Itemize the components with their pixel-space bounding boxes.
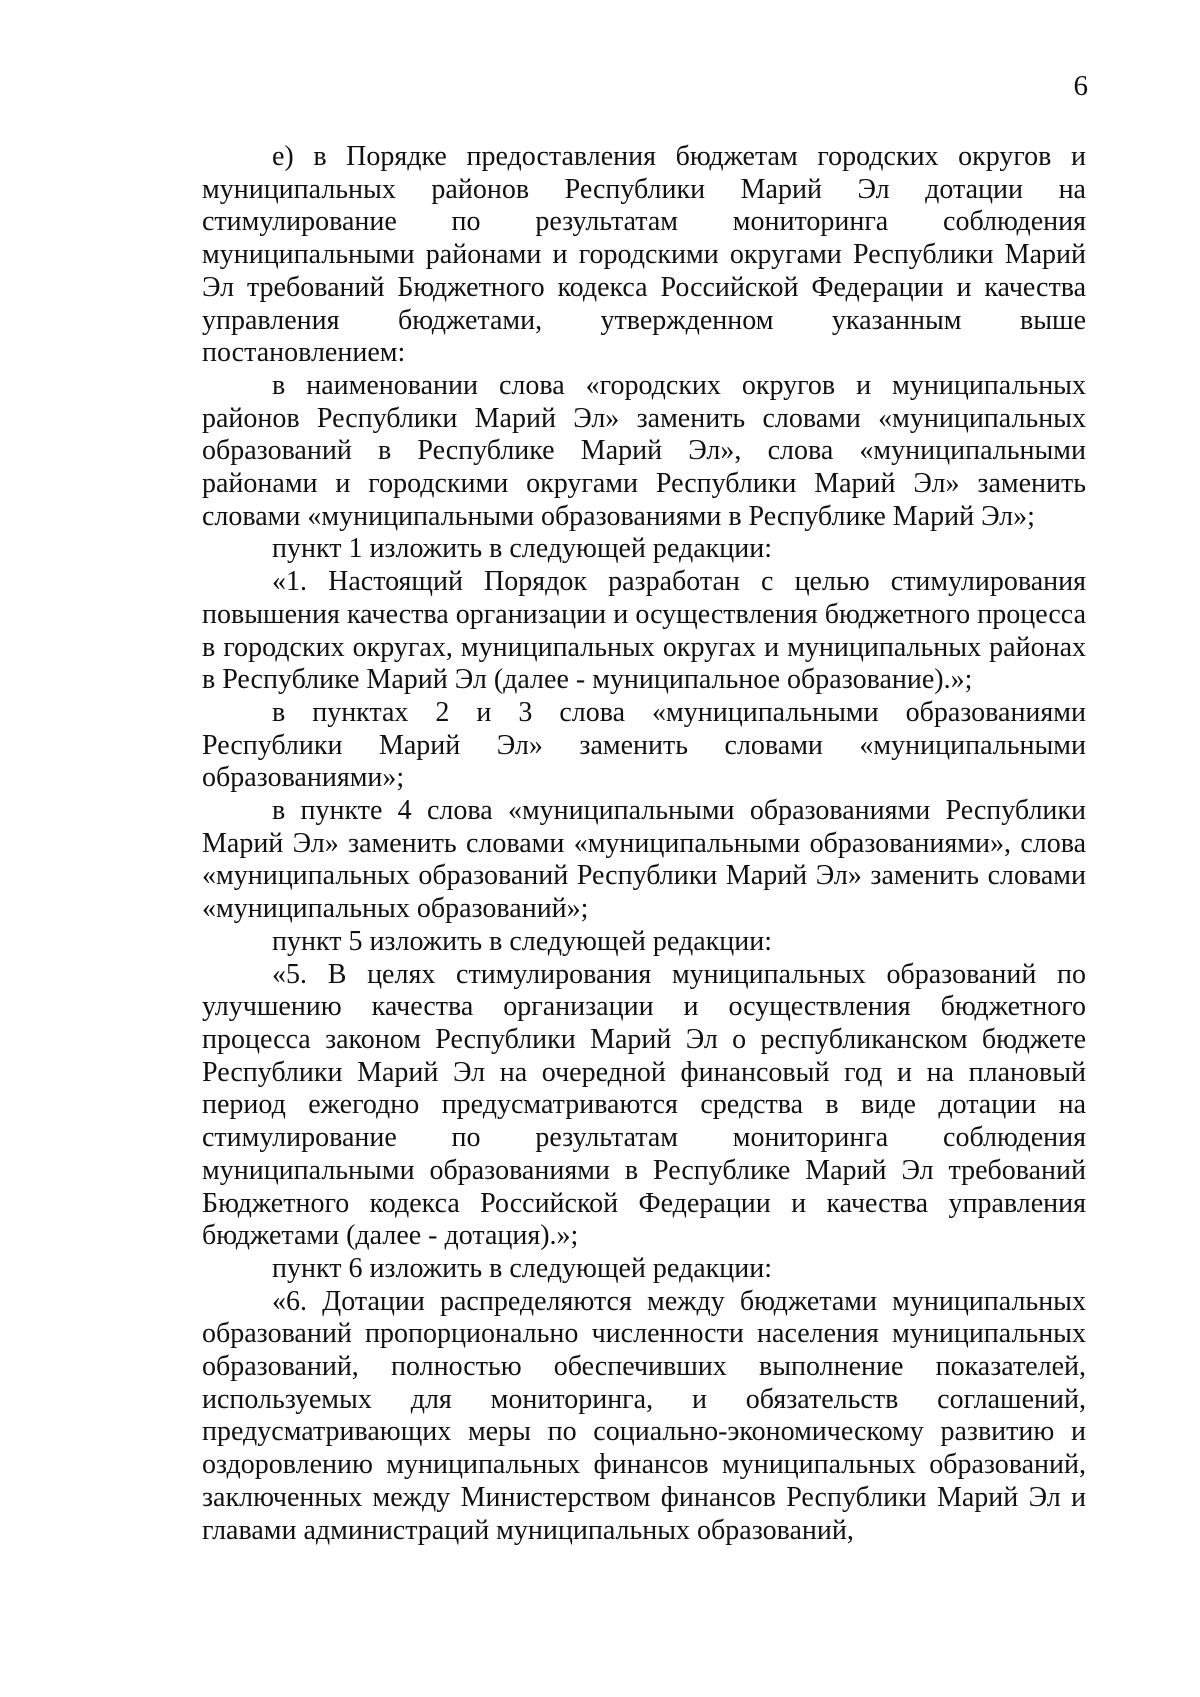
paragraph-point-4: в пункте 4 слова «муниципальными образованиями Республики Марий Эл» заменить словами «муниципальными образованиями», слова «муниципальных образований Республики Марий Эл» заменить словами «муниципальных образований»; (202, 795, 1086, 925)
paragraph-point-1-text: «1. Настоящий Порядок разработан с целью стимулирования повышения качества организации и осуществления бюджетного процесса в городских округах, муниципальных округах и муниципальных районах в Республике Марий Эл (далее - муниципальное образование).»; (202, 566, 1086, 696)
paragraph-point-5-text: «5. В целях стимулирования муниципальных образований по улучшению качества организации и осуществления бюджетного процесса законом Республики Марий Эл о республиканском бюджете Республики Марий Эл на очередной финансовый год и на плановый период ежегодно предусматриваются средства в виде дотации на стимулирование по результатам мониторинга соблюдения муниципальными образованиями в Республике Марий Эл требований Бюджетного кодекса Российской Федерации и качества управления бюджетами (далее - дотация).»; (202, 958, 1086, 1252)
document-body (202, 141, 1086, 1547)
paragraph-point-5-intro: пункт 5 изложить в следующей редакции: (272, 925, 772, 957)
paragraph-point-6-text: «6. Дотации распределяются между бюджетами муниципальных образований пропорционально численности населения муниципальных образований, полностью обеспечивших выполнение показателей, используемых для мониторинга, и обязательств соглашений, предусматривающих меры по социально-экономическому развитию и оздоровлению муниципальных финансов муниципальных образований, заключенных между Министерством финансов Республики Марий Эл и главами администраций муниципальных образований, (202, 1285, 1086, 1546)
paragraph-point-1-intro: пункт 1 изложить в следующей редакции: (272, 533, 772, 565)
paragraph-points-2-3: в пунктах 2 и 3 слова «муниципальными образованиями Республики Марий Эл» заменить словами «муниципальными образованиями»; (202, 696, 1086, 794)
paragraph-title-change: в наименовании слова «городских округов и муниципальных районов Республики Марий Эл» заменить словами «муниципальных образований в Республике Марий Эл», слова «муниципальными районами и городскими округами Республики Марий Эл» заменить словами «муниципальными образованиями в Республике Марий Эл»; (202, 369, 1086, 532)
paragraph-item-e: е) в Порядке предоставления бюджетам городских округов и муниципальных районов Республики Марий Эл дотации на стимулирование по результатам мониторинга соблюдения муниципальными районами и городскими округами Республики Марий Эл требований Бюджетного кодекса Российской Федерации и качества управления бюджетами, утвержденном указанным выше постановлением: (202, 141, 1086, 369)
page-number: 6 (1073, 70, 1088, 102)
paragraph-point-6-intro: пункт 6 изложить в следующей редакции: (272, 1252, 772, 1284)
